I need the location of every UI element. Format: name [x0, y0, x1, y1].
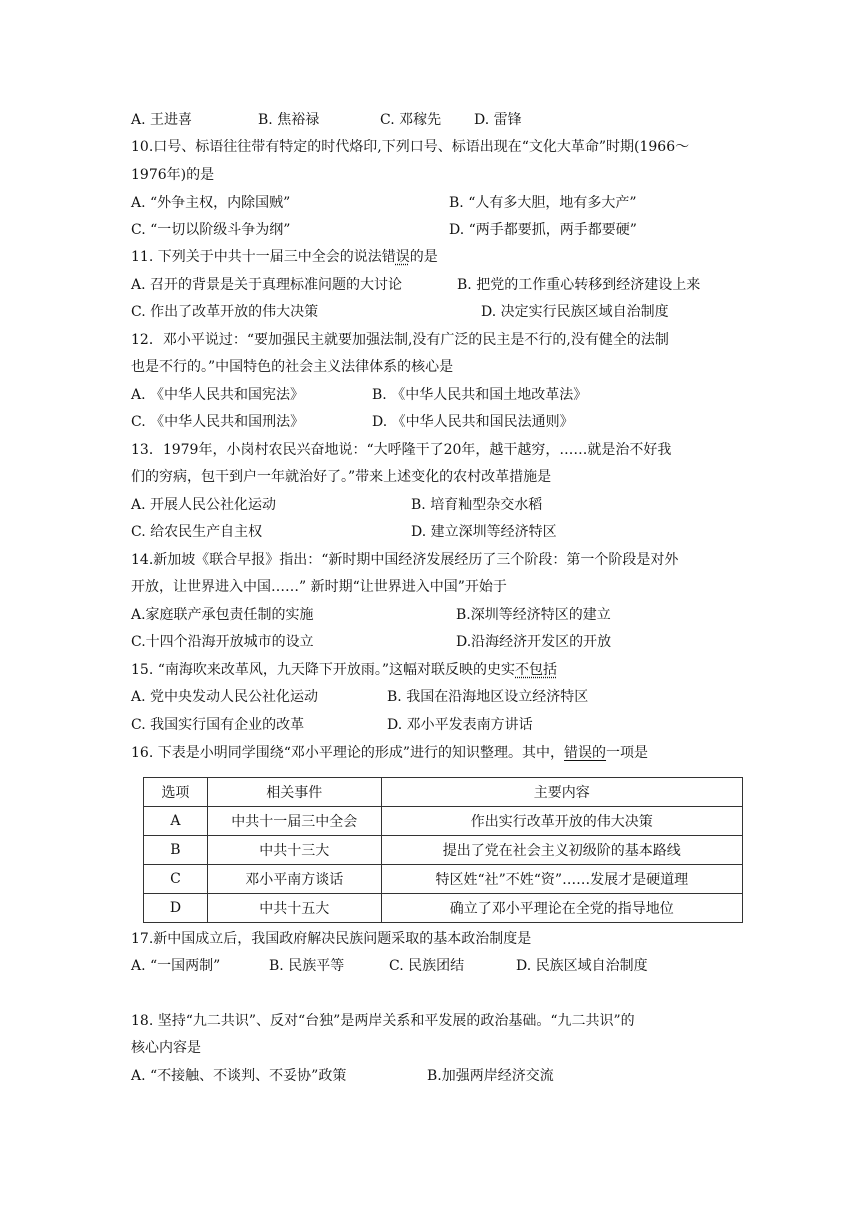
q12-option-c: C. 《中华人民共和国刑法》 — [131, 414, 305, 430]
table-row — [144, 836, 743, 865]
q17-options — [131, 956, 751, 976]
q11-options-row2 — [131, 302, 751, 322]
q18-stem-line2: 核心内容是 — [131, 1040, 201, 1056]
q15-options-row1 — [131, 687, 751, 707]
table-header-option: 选项 — [144, 778, 208, 807]
q17-option-d: D. 民族区域自治制度 — [516, 958, 648, 974]
table-row — [144, 865, 743, 894]
q15-stem: 15. “南海吹来改革风，九天降下开放雨。”这幅对联反映的史实不包括 — [131, 662, 558, 678]
q9-option-d: D. 雷锋 — [474, 112, 522, 128]
q13-stem-line1: 13．1979年，小岗村农民兴奋地说：“大呼隆干了20年，越干越穷，……就是治不好我 — [131, 442, 672, 458]
table-header-row — [144, 778, 743, 807]
q16-emphasis: 错误的 — [564, 745, 607, 761]
table-cell: 中共十三大 — [207, 836, 381, 865]
table-cell: A — [144, 807, 208, 836]
table-row — [144, 807, 743, 836]
q11-option-a: A. 召开的背景是关于真理标准问题的大讨论 — [131, 277, 403, 293]
q11-option-b: B. 把党的工作重心转移到经济建设上来 — [457, 277, 701, 293]
q14-option-b: B.深圳等经济特区的建立 — [456, 607, 611, 623]
q14-stem-line2: 开放，让世界进入中国……” 新时期“让世界进入中国”开始于 — [131, 579, 507, 595]
table-cell: 作出实行改革开放的伟大决策 — [381, 807, 742, 836]
q18-option-a: A. “不接触、不谈判、不妥协”政策 — [131, 1068, 347, 1084]
q17-stem: 17.新中国成立后，我国政府解决民族问题采取的基本政治制度是 — [131, 931, 532, 947]
q18-option-b: B.加强两岸经济交流 — [427, 1068, 554, 1084]
q9-options — [131, 110, 751, 130]
q18-stem-line1: 18. 坚持“九二共识”、反对“台独”是两岸关系和平发展的政治基础。“九二共识”的 — [131, 1013, 635, 1029]
q13-option-d: D. 建立深圳等经济特区 — [411, 524, 557, 540]
q9-option-b: B. 焦裕禄 — [258, 112, 320, 128]
q11-options-row1 — [131, 275, 751, 295]
q10-options-row2 — [131, 220, 751, 240]
q15-option-d: D. 邓小平发表南方讲话 — [387, 717, 533, 733]
q15-option-a: A. 党中央发动人民公社化运动 — [131, 689, 319, 705]
table-cell: 提出了党在社会主义初级阶的基本路线 — [381, 836, 742, 865]
q9-option-a: A. 王进喜 — [131, 112, 193, 128]
q14-option-a: A.家庭联产承包责任制的实施 — [131, 607, 314, 623]
q9-option-c: C. 邓稼先 — [380, 112, 442, 128]
q15-option-b: B. 我国在沿海地区设立经济特区 — [387, 689, 589, 705]
q14-option-d: D.沿海经济开发区的开放 — [456, 634, 612, 650]
q12-stem-line1: 12．邓小平说过：“要加强民主就要加强法制,没有广泛的民主是不行的,没有健全的法制 — [131, 332, 669, 348]
q14-stem-line1: 14.新加坡《联合早报》指出：“新时期中国经济发展经历了三个阶段：第一个阶段是对外 — [131, 552, 679, 568]
q14-options-row2 — [131, 632, 751, 652]
table-cell: C — [144, 865, 208, 894]
q13-option-a: A. 开展人民公社化运动 — [131, 497, 277, 513]
q10-option-d: D. “两手都要抓，两手都要硬” — [449, 222, 637, 238]
table-header-event: 相关事件 — [207, 778, 381, 807]
table-cell: 中共十五大 — [207, 894, 381, 923]
table-cell: 特区姓“社”不姓“资”……发展才是硬道理 — [381, 865, 742, 894]
table-row — [144, 894, 743, 923]
q12-option-b: B. 《中华人民共和国土地改革法》 — [372, 387, 588, 403]
table-cell: 邓小平南方谈话 — [207, 865, 381, 894]
knowledge-table — [143, 777, 743, 923]
q12-option-a: A. 《中华人民共和国宪法》 — [131, 387, 305, 403]
q12-option-d: D. 《中华人民共和国民法通则》 — [372, 414, 574, 430]
q10-stem-line1: 10.口号、标语往往带有特定的时代烙印,下列口号、标语出现在“文化大革命”时期(1966～ — [131, 139, 690, 155]
table-cell: 确立了邓小平理论在全党的指导地位 — [381, 894, 742, 923]
q11-option-c: C. 作出了改革开放的伟大决策 — [131, 304, 319, 320]
q15-emphasis: 不包括 — [515, 662, 558, 678]
q18-options — [131, 1066, 751, 1086]
table-cell: B — [144, 836, 208, 865]
q15-options-row2 — [131, 715, 751, 735]
q12-options-row1 — [131, 385, 751, 405]
table-header-content: 主要内容 — [381, 778, 742, 807]
q10-option-b: B. “人有多大胆，地有多大产” — [449, 195, 637, 211]
q11-option-d: D. 决定实行民族区域自治制度 — [481, 304, 669, 320]
q11-stem: 11. 下列关于中共十一届三中全会的说法错误的是 — [131, 249, 438, 265]
q13-options-row2 — [131, 522, 751, 542]
q12-options-row2 — [131, 412, 751, 432]
q13-options-row1 — [131, 495, 751, 515]
q13-option-c: C. 给农民生产自主权 — [131, 524, 263, 540]
q14-options-row1 — [131, 605, 751, 625]
q17-option-a: A. “一国两制” — [131, 958, 221, 974]
q17-option-b: B. 民族平等 — [269, 958, 345, 974]
q13-stem-line2: 们的穷病，包干到户一年就治好了。”带来上述变化的农村改革措施是 — [131, 469, 552, 485]
q10-stem-line2: 1976年)的是 — [131, 167, 215, 183]
q10-option-c: C. “一切以阶级斗争为纲” — [131, 222, 291, 238]
q10-options-row1 — [131, 193, 751, 213]
table-cell: D — [144, 894, 208, 923]
q11-emphasis: 误 — [395, 249, 410, 265]
q15-option-c: C. 我国实行国有企业的改革 — [131, 717, 305, 733]
q10-option-a: A. “外争主权，内除国贼” — [131, 195, 291, 211]
q12-stem-line2: 也是不行的。”中国特色的社会主义法律体系的核心是 — [131, 359, 454, 375]
table-cell: 中共十一届三中全会 — [207, 807, 381, 836]
q13-option-b: B. 培育籼型杂交水稻 — [411, 497, 543, 513]
q14-option-c: C.十四个沿海开放城市的设立 — [131, 634, 314, 650]
q16-stem: 16. 下表是小明同学围绕“邓小平理论的形成”进行的知识整理。其中，错误的一项是 — [131, 745, 649, 761]
q17-option-c: C. 民族团结 — [389, 958, 465, 974]
